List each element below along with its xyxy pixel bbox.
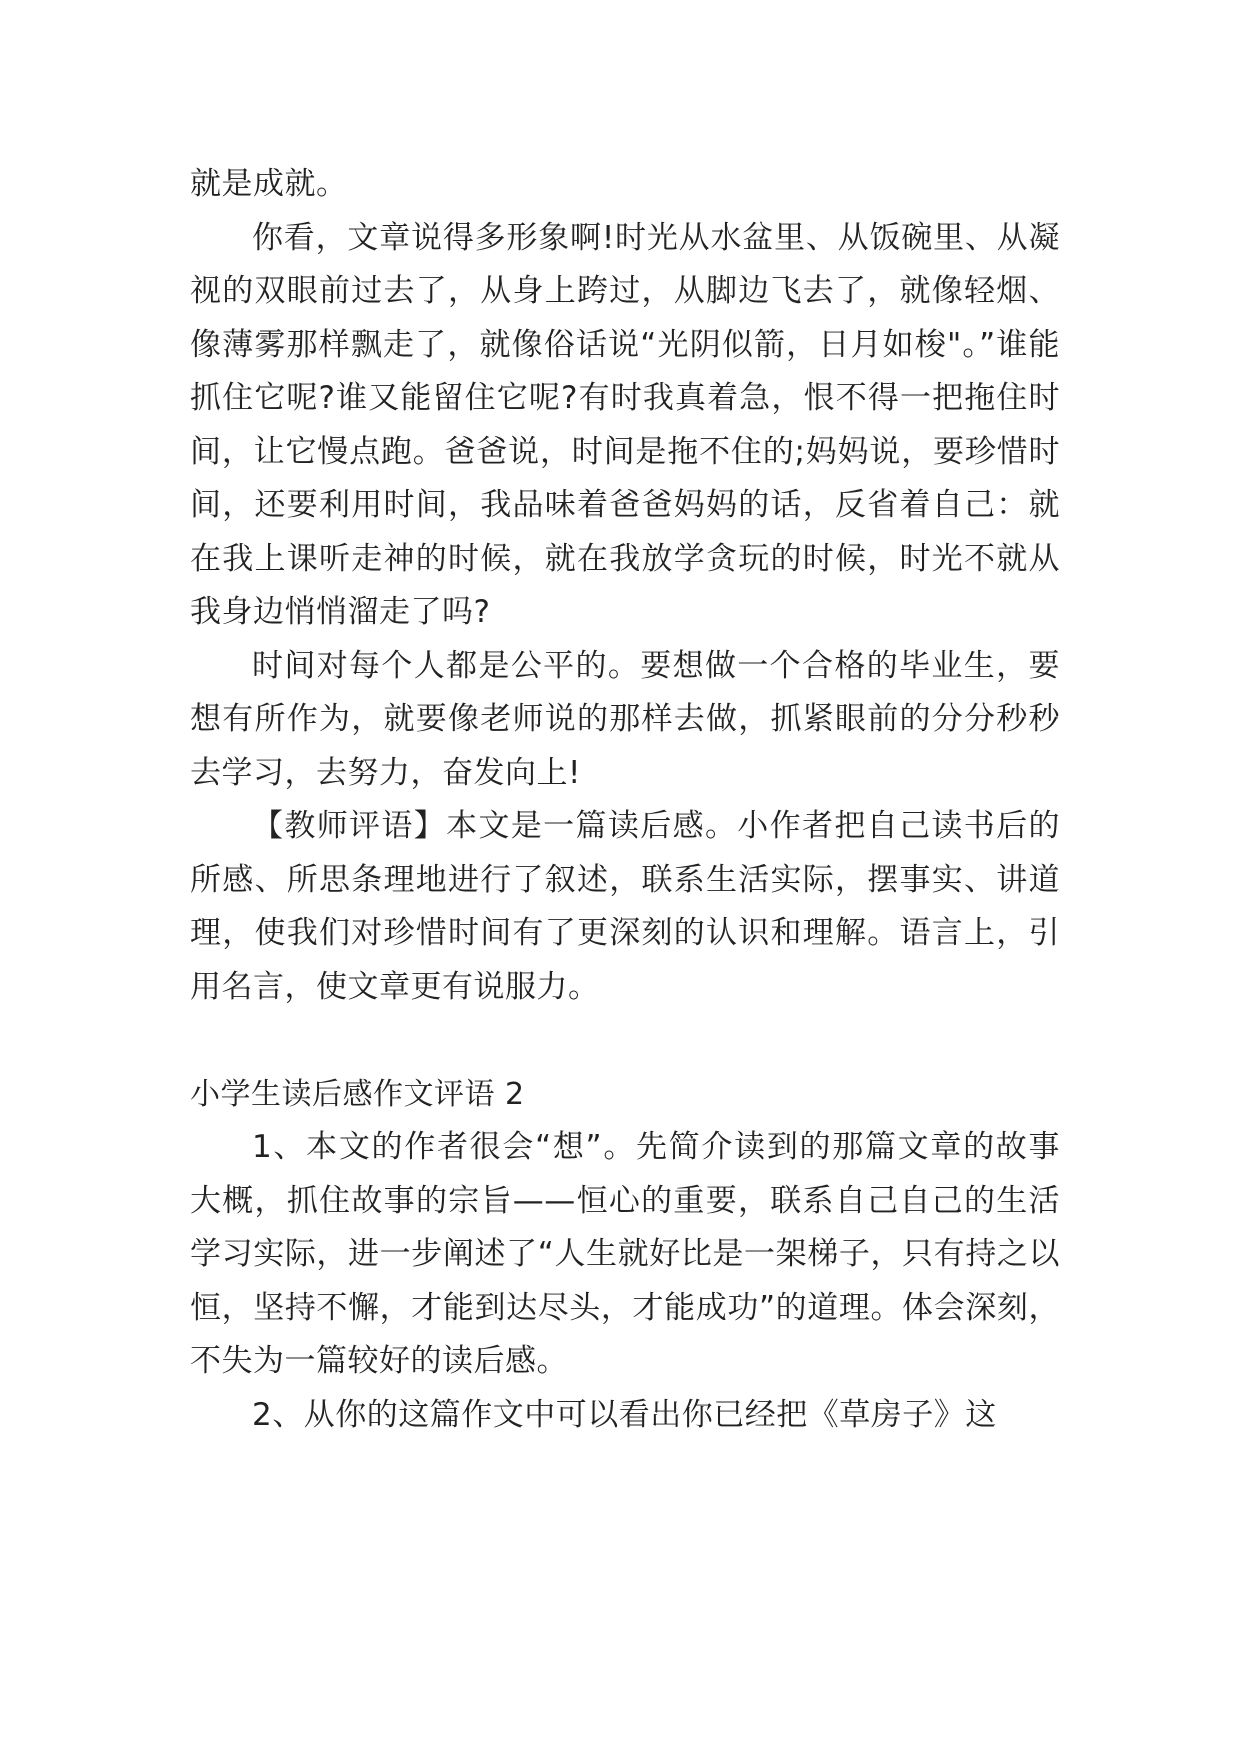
- comment-item-1: 1、本文的作者很会“想”。先简介读到的那篇文章的故事大概，抓住故事的宗旨——恒心的重要，联系自己自己的生活学习实际，进一步阐述了“人生就好比是一架梯子，只有持之以恒，坚持不懈，才能到达尽头，才能成功”的道理。体会深刻，不失为一篇较好的读后感。: [190, 1129, 1060, 1379]
- paragraph-2: 你看，文章说得多形象啊!时光从水盆里、从饭碗里、从凝视的双眼前过去了，从身上跨过，从脚边飞去了，就像轻烟、像薄雾那样飘走了，就像俗话说“光阴似箭，日月如梭"。”谁能抓住它呢?谁又能留住它呢?有时我真着急，恨不得一把拖住时间，让它慢点跑。爸爸说，时间是拖不住的;妈妈说，要珍惜时间，还要利用时间，我品味着爸爸妈妈的话，反省着自己：就在我上课听走神的时候，就在我放学贪玩的时候，时光不就从我身边悄悄溜走了吗?: [190, 219, 1060, 630]
- document-body: [190, 158, 1060, 1442]
- paragraph-3: 时间对每个人都是公平的。要想做一个合格的毕业生，要想有所作为，就要像老师说的那样去做，抓紧眼前的分分秒秒去学习，去努力，奋发向上!: [190, 647, 1060, 791]
- teacher-comment-paragraph: 【教师评语】本文是一篇读后感。小作者把自己读书后的所感、所思条理地进行了叙述，联系生活实际，摆事实、讲道理，使我们对珍惜时间有了更深刻的认识和理解。语言上，引用名言，使文章更有说服力。: [190, 808, 1060, 1005]
- paragraph-1: 就是成就。: [190, 166, 348, 202]
- section-title: 小学生读后感作文评语 2: [190, 1076, 525, 1112]
- comment-item-2: 2、从你的这篇作文中可以看出你已经把《草房子》这: [252, 1396, 997, 1433]
